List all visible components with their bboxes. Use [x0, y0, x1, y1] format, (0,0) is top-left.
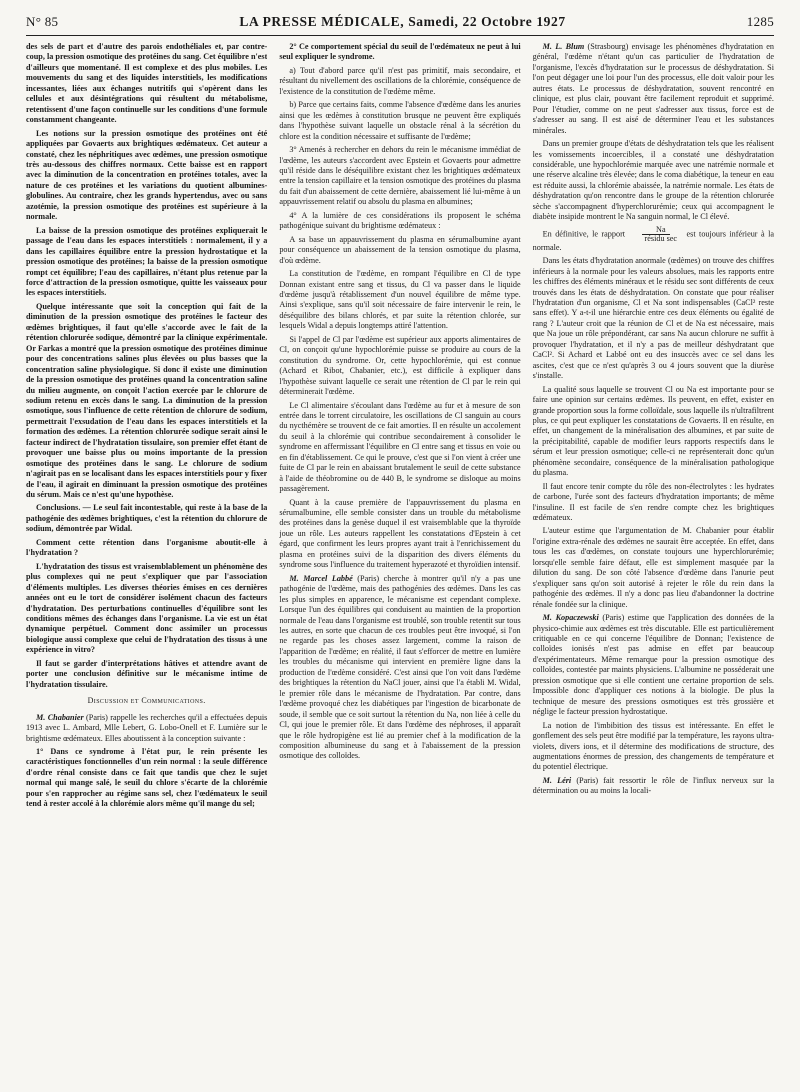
paragraph: La qualité sous laquelle se trouvent Cl ou Na est importante pour se faire une opinion sur certains œdèmes. Ils peuvent, en effet, exister en grande proportion sous la forme colloïdale, sous laquelle ils n'ultrafiltrent plus, ce qui peut expliquer les constatations de Govaerts. Il en résulte, en effet, un changement de la minéralisation des albumines, et par suite de la précipitabilité, capable de modifier leurs rapports respectifs dans le sérum et leur pression osmotique; celle-ci ne représenterait donc qu'un phénomène secondaire, conséquence de la minéralisation pathologique du plasma.: [532, 384, 774, 478]
fraction-numerator: Na: [642, 226, 670, 235]
speaker-name: M. Kopaczewski: [542, 613, 599, 623]
paragraph: La baisse de la pression osmotique des protéines expliquerait le passage de l'eau dans les espaces interstitiels : normalement, il y a dans les capillaires équilibre entre la pression hydrostatique et la pression osmotique des protéines; la baisse de la pression osmotique rompt cet équilibre; l'eau des capillaires, n'étant plus retenue par la force d'attraction de la pression osmotique, quitte les vaisseaux pour les espaces interstitiels.: [26, 225, 268, 298]
discussion-text: (Paris) cherche à montrer qu'il n'y a pas une pathogénie de l'œdème, mais des pathogénies des œdèmes. Dans les cas les plus simples en apparence, le mécanisme est cependant complexe. Lorsque l'un des équilibres qui conduisent au maintien de la proportion normale de l'eau dans l'organisme est troublé, son trouble retentit sur tous les autres, en sorte que chacun de ces troubles peut être invoqué, si l'on ne regarde pas les choses assez largement, comme la raison de l'apparition de l'œdème; en réalité, il faut s'efforcer de mettre en lumière les troubles du mécanisme qui intervient en première ligne dans la production de l'œdème considéré. C'est ainsi que l'on voit dans l'œdème des brightiques la rétention du NaCl jouer, ainsi que l'a établi M. Widal, le premier rôle dans le mécanisme de l'hydratation. Par contre, dans l'œdème provoqué chez les diabétiques par l'ingestion de bicarbonate de soude, il semble que ce soit surtout la rétention du Na, non liée à celle du Cl, qui joue le premier rôle. Et dans l'œdème des néphroses, il apparaît que le rôle hydropigène est lié au premier chef à la modification de la composition albumineuse du sang et à l'abaissement de la pression osmotique des colloïdes.: [279, 573, 521, 761]
paragraph: des sels de part et d'autre des parois endothéliales et, par contre-coup, la pression osmotique des protéines du sang. Cet équilibre n'est d'ailleurs que momentané. Il est complexe et des plus mobiles. Les mouvements du sang et des liquides interstitiels, les modifications incessantes, liées aux échanges nutritifs qui s'opèrent dans les cellules et aux désintégrations qui résultent du métabolisme, retentissent d'une façon continuelle sur les conditions d'une formule constamment changeante.: [26, 42, 268, 125]
paragraph: a) Tout d'abord parce qu'il n'est pas primitif, mais secondaire, et résultant du nivellement des oscillations de la chlorémie, conséquence de l'existence de la constitution de l'œdème même.: [279, 65, 521, 96]
page-header: [26, 14, 774, 36]
text-columns: [26, 42, 774, 1092]
paragraph: 1° Dans ce syndrome à l'état pur, le rein présente les caractéristiques fonctionnelles d'un rein normal : la seule différence d'ordre rénal consiste dans ce fait que tandis que chez le sujet normal qui mange salé, le seuil du chlore s'écarte de la chlorémie pour s'en rapprocher au régime sans sel, chez l'œdémateux le seuil tend à rester accolé à la chlorémie alors même qu'il mange du sel;: [26, 747, 268, 809]
paragraph: 2° Ce comportement spécial du seuil de l'œdémateux ne peut à lui seul expliquer le syndrome.: [279, 42, 521, 62]
column-2: [279, 42, 520, 1092]
discussion-text: (Paris) rappelle les recherches qu'il a effectuées depuis 1913 avec L. Ambard, Mlle Lebert, G. Lobo-Onell et F. Lumière sur le brightisme œdémateux. Elles aboutissent à la conception suivante :: [26, 712, 268, 743]
paragraph: Dans les états d'hydratation anormale (œdèmes) on trouve des chiffres inférieurs à la normale pour les valeurs absolues, mais les rapports entre les chiffres des éléments minéraux et le résidu sec sont différents de ceux trouvés dans les états de déshydratation. On constate que pour réaliser l'hydratation d'un organisme, Cl et Na sont indispensables (CaCl² reste sans effet). Y a-t-il une hiérarchie entre ces deux éléments ou égalité de rang ? L'auteur croit que la réunion de Cl et de Na est nécessaire, mais que Na joue un rôle prépondérant, car sans Na aucun chlorure ne suffit à provoquer l'hydratation, et il n'y a pas de meilleur déshydratant que CaCl². Si Achard et Labbé ont eu des insuccès avec ce sel dans les ascites, c'est que ce n'est qu'après 3 ou 4 jours souvent que la diurèse s'installe.: [532, 256, 774, 381]
discussion-paragraph: [26, 713, 267, 744]
speaker-name: M. Léri: [542, 775, 572, 785]
section-heading: Discussion et Communications.: [87, 696, 206, 706]
discussion-paragraph: [533, 613, 774, 718]
discussion-text: (Strasbourg) envisage les phénomènes d'hydratation en général, l'œdème n'étant qu'un cas particulier de l'hydratation de l'organisme, l'excès d'hydratation sur le processus de déshydratation. Si l'on peut dégager une loi pour l'un des processus, elle doit valoir pour les autres états. Le processus de déshydratation, souvent rencontré en clinique, est plus clair, pouvant être facilement reproduit et supprimé. Pour l'étudier, comme on ne peut s'adresser aux tissus, force est de s'adresser au sang. Il est aisé de déterminer l'eau et les substances minérales.: [532, 42, 774, 135]
paragraph: Il faut encore tenir compte du rôle des non-électrolytes : les hydrates de carbone, l'urée sont des facteurs d'hydratation importants; de même l'insuline. Il est facile de s'en rendre compte chez les brightiques œdémateux.: [532, 481, 774, 523]
paragraph: L'hydratation des tissus est vraisemblablement un phénomène des plus complexes qui ne peut s'expliquer que par l'association d'éléments multiples. Les diverses théories émises en ces dernières années ont eu le tort de considérer isolément chacun des facteurs d'hydratation. Des perturbations continuelles d'équilibre sont les conditions mêmes des échanges dans l'organisme. La vie est un état dynamique perpétuel. Comment donc assimiler un processus biologique aussi complexe que celui de l'hydratation des tissus à une expérience in vitro?: [26, 561, 268, 655]
paragraph: 4° A la lumière de ces considérations ils proposent le schéma pathogénique suivant du brightisme œdémateux :: [279, 210, 521, 231]
paragraph: L'auteur estime que l'argumentation de M. Chabanier pour établir l'origine extra-rénale des œdèmes ne saurait être acceptée. En effet, dans tous les cas d'œdèmes, on constate toujours une hyperchlorurémie; lorsqu'elle semble faire défaut, elle est simplement masquée par la dilution du sang. De son côté l'absence d'œdème dans l'anurie peut s'expliquer sans qu'on soit autorisé à rejeter le rôle du rein dans la pathogénie des œdèmes. Il n'y a donc pas lieu d'abandonner la doctrine rénale fondée sur la clinique.: [532, 526, 774, 609]
discussion-paragraph: [533, 776, 774, 797]
paragraph: 3° Amenés à rechercher en dehors du rein le mécanisme immédiat de l'œdème, les auteurs s'accordent avec Epstein et Govaerts pour admettre qu'il réside dans le déséquilibre existant chez les brightiques œdémateux entre la tension capillaire et la tension osmotique des protéines du plasma du fait d'un abaissement de cette dernière, abaissement lié lui-même à un appauvrissement relatif ou absolu du plasma en albumines;: [279, 145, 521, 207]
paragraph: Les notions sur la pression osmotique des protéines ont été appliquées par Govaerts aux brightiques œdémateux. Cet auteur a constaté, chez les néphritiques avec œdèmes, une pression osmotique très au-dessous des chiffres normaux. Cette baisse est en rapport avec la diminution de la concentration en protéines totales, avec la nature de ces protéines et les variations du quotient albumines-globulines. Au contraire, chez les grands hypertendus, avec ou sans azotémie, la pression osmotique des protéines est supérieure à la normale.: [26, 128, 268, 222]
conclusions-paragraph: [26, 503, 267, 534]
discussion-paragraph: [279, 574, 520, 762]
paragraph: La constitution de l'œdème, en rompant l'équilibre en Cl de type Donnan existant entre sang et tissus, du Cl va passer dans le liquide d'œdème jusqu'à rétablissement d'un nouvel équilibre de même type. Ainsi s'explique, sans qu'il soit nécessaire de faire intervenir le rein, le déséquilibre des bilans chlorés, et par suite la rétention chlorée, sur lesquels Widal a depuis longtemps attiré l'attention.: [279, 269, 521, 331]
paragraph: Le Cl alimentaire s'écoulant dans l'œdème au fur et à mesure de son entrée dans le torrent circulatoire, les oscillations de Cl sanguin au cours du nycthémère se trouvent de ce fait amorties. Il en résulte un accolement du seuil à la chlorémie qui contribue secondairement à consolider le syndrome en affermissant l'équilibre en Cl entre sang et tissus en voie ou en fin d'établissement. Ce qui le prouve, c'est que si l'on vient à créer une fuite de Cl par le rein en abaissant brutalement le seuil de cette substance à l'aide de théobromine ou de 440 B, le syndrome se disloque au moins passagèrement.: [279, 400, 521, 494]
paragraph: Quant à la cause première de l'appauvrissement du plasma en sérumalbumine, elle semble consister dans un trouble du métabolisme des protéines dans la genèse duquel il est vraisemblable que la thyroïde joue un rôle. Les auteurs rappellent les constatations d'Epstein à cet égard, que confirment les leurs propres ayant trait à l'enrichissement du plasma en protéines suivi de la disparition des divers éléments du syndrome sous l'influence du traitement hyperazoté et thyroïdien intensif.: [279, 497, 521, 570]
paragraph: Comment cette rétention dans l'organisme aboutit-elle à l'hydratation ?: [26, 537, 268, 558]
ratio-tail: est toujours inférieur à la normale.: [532, 229, 774, 252]
paragraph: Il faut se garder d'interprétations hâtives et attendre avant de porter une conclusion définitive sur le mécanisme intime de l'hydratation tissulaire.: [26, 658, 268, 689]
column-1: [26, 42, 267, 1092]
column-3: [533, 42, 774, 1092]
paragraph: Si l'appel de Cl par l'œdème est supérieur aux apports alimentaires de Cl, on conçoit qu'une hypochlorémie puisse se produire au cours de la constitution du syndrome. Or, cette hypochlorémie, qui est connue (Achard et Ribot, Chabanier, etc.), est difficile à expliquer dans l'hypothèse suivant laquelle ce serait une rétention de Cl par le rein qui déterminerait l'œdème.: [279, 334, 521, 397]
conclusions-heading: Conclusions.: [36, 503, 81, 513]
publication-title: LA PRESSE MÉDICALE, Samedi, 22 Octobre 1927: [239, 14, 566, 29]
paragraph: A sa base un appauvrissement du plasma en sérumalbumine ayant pour conséquence un abaissement de la tension osmotique du plasma, d'où œdème.: [279, 234, 521, 265]
speaker-name: M. Marcel Labbé: [289, 573, 353, 583]
conclusions-text: — Le seul fait incontestable, qui reste à la base de la pathogénie des œdèmes brightiques, c'est la rétention du chlorure de sodium, démontrée par Widal.: [26, 503, 268, 534]
ratio-lead: En définitive, le rapport: [542, 229, 626, 239]
paragraph: b) Parce que certains faits, comme l'absence d'œdème dans les anuries ainsi que les œdèmes à constitution brusque ne peuvent être expliqués dans l'hypothèse suivant laquelle un obstacle rénal à la sécrétion du chlore est la condition nécessaire et suffisante de l'œdème;: [279, 100, 521, 141]
discussion-text: (Paris) fait ressortir le rôle de l'influx nerveux sur la détermination ou au moins la locali-: [532, 775, 774, 796]
ratio-fraction: [633, 226, 680, 243]
paragraph: Quelque intéressante que soit la conception qui fait de la diminution de la pression osmotique des protéines le facteur des œdèmes brightiques, il faut qu'elle s'accorde avec le fait de la rétention chlorurée sodique, démontré par la clinique expérimentale. Or Farkas a montré que la pression osmotique des protéines diminue pour des concentrations salines plus élevées ou plus basses que la concentration saline physiologique. Si donc il existe une diminution de la pression osmotique des protéines quand la concentration saline du milieu augmente, on conçoit l'action exercée par le chlorure de sodium retenu en excès dans le sang. La diminution de la pression osmotique, sous l'influence de cette rétention de chlorure de sodium, permettrait l'exsudation de l'eau dans les espaces interstitiels et la formation des œdèmes. La rétention chlorurée sodique serait ainsi le facteur indirect de l'hydratation tissulaire, son premier effet étant de provoquer une baisse plus ou moins importante de la pression osmotique des protéines dans le sang. Le chlorure de sodium n'agirait pas en se localisant dans les espaces interstitiels pour y fixer de l'eau, il agirait en diminuant la pression osmotique des protéines du sérum. Mais ce n'est qu'une hypothèse.: [26, 301, 268, 500]
paragraph: Dans un premier groupe d'états de déshydratation tels que les réalisent les vomissements incoercibles, il a constaté une déshydratation considérable, une hypochlorémie marquée avec une natrémie normale et une réserve alcaline très élevée; dans le coma diabétique, la teneur en eau est réduite aussi, la chlorémie abaissée, la natrémie normale. Les états de déshydratation qu'on rencontre dans le groupe de la rétention chlorurée sèche s'accompagnent d'hyperchlorurémie; ceux qui accompagnent le diabète insipide montrent le Na sanguin normal, le Cl élevé.: [532, 139, 774, 222]
speaker-name: M. Chabanier: [36, 712, 84, 722]
speaker-name: M. L. Blum: [542, 42, 585, 51]
page-number: 1285: [746, 14, 774, 29]
issue-number: N° 85: [26, 14, 59, 29]
paragraph: La notion de l'imbibition des tissus est intéressante. En effet le gonflement des sels peut être modifié par la température, les rayons ultra-violets, divers ions, et il détermine des modifications de structure, des augmentations énormes de pression, des changements de température et du potentiel électrique.: [532, 720, 774, 772]
discussion-text: (Paris) estime que l'application des données de la physico-chimie aux œdèmes est très discutable. Elle est particulièrement critiquable en ce qui concerne l'équilibre de Donnan; l'existence de colloïdes ionisés n'est pas admise en effet par beaucoup d'expérimentateurs. Même remarque pour la pression osmotique des colloïdes, contestée par maints physiciens. L'albumine ne posséderait une pression osmotique que si elle contient une certaine proportion de sels. Impossible donc d'appliquer ces notions à la biologie. De plus la technique de mesure des pressions osmotiques est très grossière et néglige le facteur pression hydrostatique.: [532, 613, 774, 717]
discussion-paragraph: [533, 42, 774, 136]
ratio-paragraph: [533, 226, 774, 253]
fraction-denominator: résidu sec: [644, 233, 678, 243]
